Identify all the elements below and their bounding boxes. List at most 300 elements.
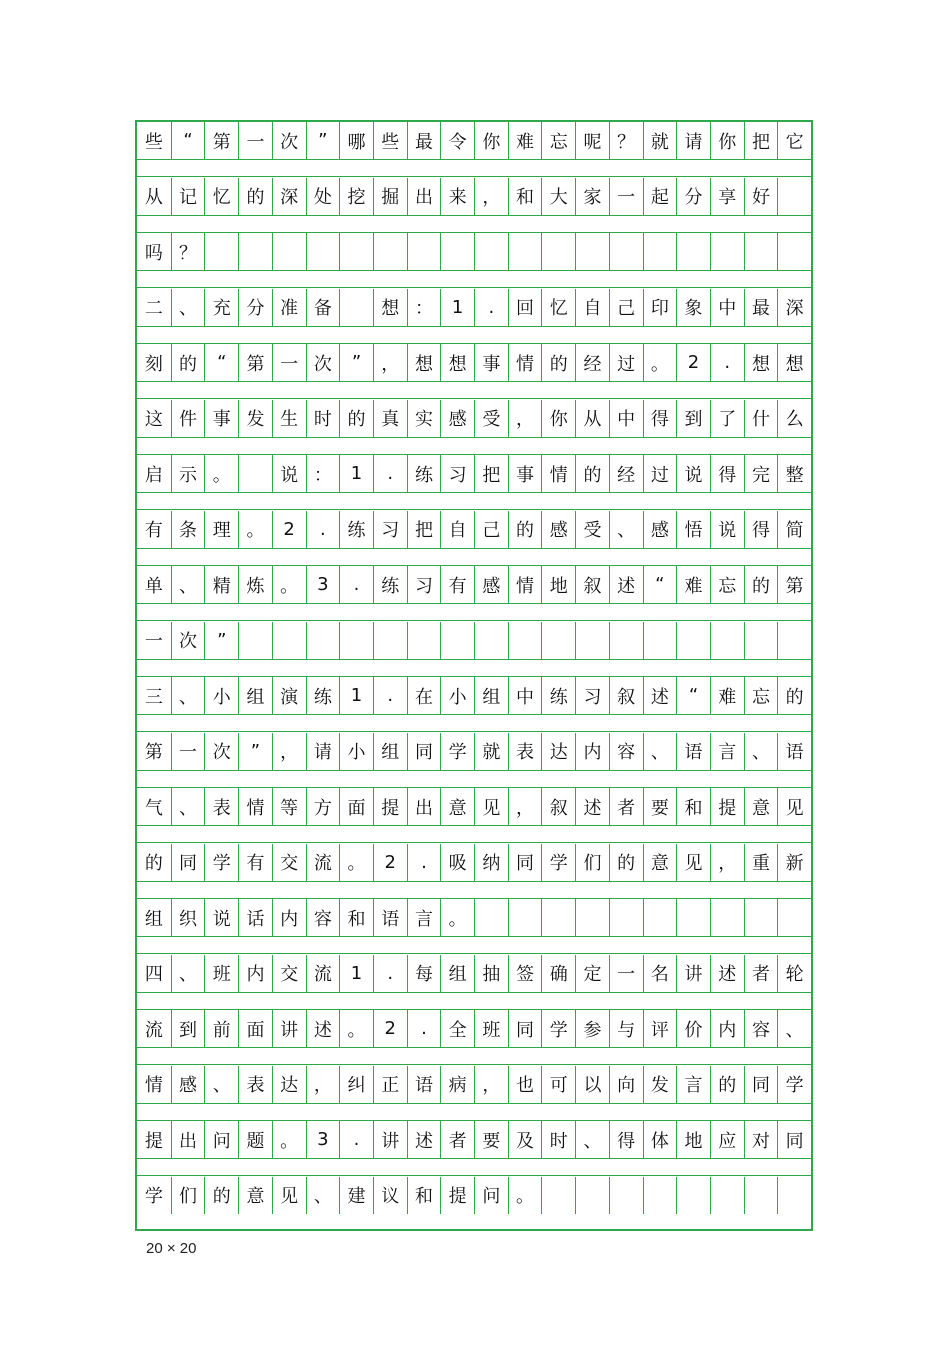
grid-cell: 经 (609, 455, 643, 492)
grid-cell: 提 (710, 788, 744, 825)
grid-cell: 感 (440, 400, 474, 437)
grid-cell (339, 622, 373, 659)
grid-cell: 次 (272, 122, 306, 159)
grid-cell: 交 (272, 844, 306, 881)
grid-cell: 班 (204, 955, 238, 992)
grid-cell: 见 (474, 788, 508, 825)
grid-cell: 一 (171, 733, 205, 770)
grid-cell: 想 (744, 344, 778, 381)
grid-cell (541, 899, 575, 936)
grid-cell: 挖 (339, 178, 373, 215)
grid-cell (407, 622, 441, 659)
grid-cell: 问 (204, 1121, 238, 1158)
grid-cell: 们 (171, 1177, 205, 1214)
grid-cell: 气 (144, 797, 163, 819)
grid-cell: ， (272, 733, 306, 770)
grid-cell: 流 (144, 1019, 163, 1041)
grid-cell: 练 (373, 566, 407, 603)
grid-cell: 、 (777, 1010, 811, 1047)
grid-cell (541, 1177, 575, 1214)
grid-cell (777, 178, 811, 215)
grid-cell: 回 (508, 289, 542, 326)
grid-cell: . (373, 677, 407, 714)
grid-row (137, 622, 811, 659)
grid-row (137, 1010, 811, 1047)
grid-cell: 中 (508, 677, 542, 714)
grid-row (137, 344, 811, 381)
grid-cell: 、 (171, 566, 205, 603)
grid-cell (744, 622, 778, 659)
grid-cell: 、 (171, 289, 205, 326)
grid-cell: 同 (508, 844, 542, 881)
grid-cell: 四 (144, 964, 163, 985)
grid-cell: 语 (676, 733, 710, 770)
grid-cell (575, 899, 609, 936)
grid-cell: 次 (306, 344, 340, 381)
grid-cell: 同 (744, 1066, 778, 1103)
grid-cell: 要 (474, 1121, 508, 1158)
grid-cell: “ (643, 566, 677, 603)
grid-cell: 言 (676, 1066, 710, 1103)
grid-cell: 出 (171, 1121, 205, 1158)
grid-cell: 参 (575, 1010, 609, 1047)
grid-cell (744, 1177, 778, 1214)
row-spacer (137, 548, 811, 566)
grid-cell (440, 622, 474, 659)
grid-row (137, 455, 811, 492)
grid-cell: 家 (575, 178, 609, 215)
grid-cell: 地 (676, 1121, 710, 1158)
grid-cell: 述 (609, 566, 643, 603)
grid-cell: ， (508, 400, 542, 437)
grid-cell: 重 (744, 844, 778, 881)
grid-cell: 流 (306, 955, 340, 992)
grid-cell: 表 (238, 1066, 272, 1103)
grid-cell: 些 (373, 122, 407, 159)
grid-cell: . (339, 566, 373, 603)
grid-cell: 大 (541, 178, 575, 215)
grid-cell: 你 (474, 122, 508, 159)
grid-cell: 组 (144, 908, 163, 930)
grid-cell (710, 1177, 744, 1214)
grid-row (137, 178, 811, 215)
grid-cell: 么 (777, 400, 811, 437)
grid-cell: 签 (508, 955, 542, 992)
grid-cell: 2 (373, 844, 407, 881)
grid-cell: 次 (204, 733, 238, 770)
grid-cell: 语 (777, 733, 811, 770)
grid-cell: 难 (710, 677, 744, 714)
grid-cell (710, 622, 744, 659)
grid-cell: ， (508, 788, 542, 825)
grid-cell: . (339, 1121, 373, 1158)
grid-cell (777, 899, 811, 936)
grid-cell (508, 622, 542, 659)
grid-cell: 发 (643, 1066, 677, 1103)
grid-row (137, 400, 811, 437)
grid-cell: 了 (710, 400, 744, 437)
grid-cell: 出 (407, 788, 441, 825)
grid-cell: 吗 (144, 242, 163, 264)
grid-cell: 同 (508, 1010, 542, 1047)
grid-cell: 学 (204, 844, 238, 881)
grid-cell (474, 233, 508, 270)
grid-cell (643, 899, 677, 936)
grid-cell: 充 (204, 289, 238, 326)
grid-cell: 见 (676, 844, 710, 881)
grid-cell: 1 (339, 455, 373, 492)
grid-cell: ” (339, 344, 373, 381)
grid-cell: 向 (609, 1066, 643, 1103)
grid-cell: 炼 (238, 566, 272, 603)
grid-cell: 问 (474, 1177, 508, 1214)
grid-cell: 请 (676, 122, 710, 159)
grid-cell: 话 (238, 899, 272, 936)
grid-cell: 。 (643, 344, 677, 381)
grid-cell: 学 (541, 844, 575, 881)
grid-cell: 发 (238, 400, 272, 437)
grid-cell: ， (710, 844, 744, 881)
grid-cell: 的 (508, 511, 542, 548)
grid-cell: 抽 (474, 955, 508, 992)
grid-cell: 的 (171, 344, 205, 381)
grid-cell: 以 (575, 1066, 609, 1103)
grid-cell: 的 (609, 844, 643, 881)
grid-cell: 叙 (609, 677, 643, 714)
grid-cell: 定 (575, 955, 609, 992)
grid-cell: 这 (144, 409, 163, 430)
grid-cell: 理 (204, 511, 238, 548)
grid-cell: 应 (710, 1121, 744, 1158)
grid-cell: 条 (171, 511, 205, 548)
grid-cell: 中 (710, 289, 744, 326)
grid-cell: 、 (306, 1177, 340, 1214)
grid-cell: 演 (272, 677, 306, 714)
grid-cell (676, 622, 710, 659)
row-spacer (137, 659, 811, 677)
row-spacer (137, 326, 811, 344)
grid-cell: 把 (407, 511, 441, 548)
grid-cell: 学 (777, 1066, 811, 1103)
row-spacer (137, 603, 811, 621)
grid-cell (238, 233, 272, 270)
grid-cell: 到 (171, 1010, 205, 1047)
grid-cell: 己 (474, 511, 508, 548)
grid-cell: 过 (643, 455, 677, 492)
grid-cell: 达 (541, 733, 575, 770)
grid-cell: 组 (238, 677, 272, 714)
grid-cell: 真 (373, 400, 407, 437)
grid-cell: 想 (373, 289, 407, 326)
grid-cell: 讲 (676, 955, 710, 992)
grid-cell: 言 (710, 733, 744, 770)
grid-cell: 和 (508, 178, 542, 215)
grid-cell: 容 (306, 899, 340, 936)
row-spacer (137, 437, 811, 455)
grid-cell: 难 (508, 122, 542, 159)
grid-cell: 织 (171, 899, 205, 936)
grid-cell: 3 (306, 1121, 340, 1158)
grid-cell: 习 (373, 511, 407, 548)
grid-cell: 题 (238, 1121, 272, 1158)
grid-cell: 小 (204, 677, 238, 714)
grid-cell (777, 622, 811, 659)
grid-cell: 一 (609, 955, 643, 992)
grid-cell: 感 (541, 511, 575, 548)
grid-cell: . (306, 511, 340, 548)
grid-cell: 起 (643, 178, 677, 215)
grid-cell: 容 (744, 1010, 778, 1047)
grid-cell (609, 622, 643, 659)
grid-cell (777, 1177, 811, 1214)
grid-cell: 语 (373, 899, 407, 936)
grid-cell: 也 (508, 1066, 542, 1103)
grid-cell: 2 (272, 511, 306, 548)
grid-cell: 习 (575, 677, 609, 714)
grid-cell: 生 (272, 400, 306, 437)
grid-cell: 、 (204, 1066, 238, 1103)
grid-cell: 情 (238, 788, 272, 825)
grid-cell (339, 289, 373, 326)
grid-cell: 讲 (373, 1121, 407, 1158)
grid-cell (609, 233, 643, 270)
grid-cell: 说 (204, 899, 238, 936)
grid-cell: 次 (171, 622, 205, 659)
grid-cell: 。 (204, 455, 238, 492)
grid-cell: . (710, 344, 744, 381)
grid-cell: 你 (710, 122, 744, 159)
grid-cell (744, 899, 778, 936)
grid-cell: 一 (144, 631, 163, 652)
grid-cell: 意 (643, 844, 677, 881)
grid-cell (643, 233, 677, 270)
grid-row (137, 844, 811, 881)
grid-row (137, 788, 811, 825)
grid-cell (643, 622, 677, 659)
grid-cell: 、 (643, 733, 677, 770)
grid-cell: 一 (272, 344, 306, 381)
grid-cell: 处 (306, 178, 340, 215)
grid-cell: 说 (710, 511, 744, 548)
grid-cell: 第 (204, 122, 238, 159)
grid-cell: 事 (204, 400, 238, 437)
grid-cell: 面 (339, 788, 373, 825)
grid-cell (339, 233, 373, 270)
grid-cell (373, 622, 407, 659)
grid-cell: 刻 (144, 353, 163, 375)
grid-cell: 说 (272, 455, 306, 492)
grid-cell: 出 (407, 178, 441, 215)
grid-cell: 价 (676, 1010, 710, 1047)
grid-cell (238, 455, 272, 492)
grid-cell (306, 233, 340, 270)
grid-cell: 提 (440, 1177, 474, 1214)
grid-row (137, 1121, 811, 1158)
grid-cell: 体 (643, 1121, 677, 1158)
grid-cell: . (373, 955, 407, 992)
grid-cell: 习 (407, 566, 441, 603)
grid-cell (609, 1177, 643, 1214)
grid-cell: 些 (144, 131, 163, 153)
grid-cell: 述 (407, 1121, 441, 1158)
composition-grid-paper (135, 120, 813, 1231)
grid-cell: 学 (144, 1186, 163, 1207)
grid-cell: 精 (204, 566, 238, 603)
grid-cell: 小 (440, 677, 474, 714)
grid-cell: 和 (339, 899, 373, 936)
grid-cell: 等 (272, 788, 306, 825)
grid-cell: 己 (609, 289, 643, 326)
grid-cell: 2 (373, 1010, 407, 1047)
grid-cell (541, 622, 575, 659)
grid-cell: 准 (272, 289, 306, 326)
grid-cell (541, 233, 575, 270)
grid-size-label: 20 × 20 (146, 1240, 197, 1257)
grid-cell: 述 (643, 677, 677, 714)
grid-cell: 同 (171, 844, 205, 881)
grid-cell: 一 (609, 178, 643, 215)
row-spacer (137, 159, 811, 177)
grid-cell: 备 (306, 289, 340, 326)
grid-cell: 3 (306, 566, 340, 603)
grid-cell: 简 (777, 511, 811, 548)
grid-cell: 方 (306, 788, 340, 825)
grid-cell: 练 (407, 455, 441, 492)
grid-cell: 与 (609, 1010, 643, 1047)
grid-cell: 。 (339, 844, 373, 881)
grid-cell (474, 622, 508, 659)
grid-cell: 、 (171, 677, 205, 714)
grid-cell: “ (204, 344, 238, 381)
grid-cell: 忆 (204, 178, 238, 215)
grid-cell: 每 (407, 955, 441, 992)
grid-cell: 议 (373, 1177, 407, 1214)
grid-cell: 从 (575, 400, 609, 437)
row-spacer (137, 936, 811, 954)
grid-cell: 难 (676, 566, 710, 603)
grid-cell: 第 (777, 566, 811, 603)
grid-cell: 到 (676, 400, 710, 437)
grid-cell (777, 233, 811, 270)
grid-cell: 受 (474, 400, 508, 437)
grid-cell: 。 (339, 1010, 373, 1047)
grid-row (137, 511, 811, 548)
grid-cell: 地 (541, 566, 575, 603)
grid-row (137, 677, 811, 714)
grid-cell: 的 (575, 455, 609, 492)
grid-cell: 忆 (541, 289, 575, 326)
grid-cell: 组 (474, 677, 508, 714)
grid-cell: 正 (373, 1066, 407, 1103)
grid-cell: 病 (440, 1066, 474, 1103)
grid-cell: 示 (171, 455, 205, 492)
grid-cell: 深 (272, 178, 306, 215)
grid-cell: 意 (440, 788, 474, 825)
grid-cell: 们 (575, 844, 609, 881)
grid-cell: 纠 (339, 1066, 373, 1103)
grid-cell: 象 (676, 289, 710, 326)
grid-cell: 有 (238, 844, 272, 881)
grid-cell: 述 (575, 788, 609, 825)
grid-cell: 容 (609, 733, 643, 770)
grid-cell: 述 (306, 1010, 340, 1047)
grid-cell: 时 (541, 1121, 575, 1158)
grid-cell (710, 233, 744, 270)
grid-cell: 分 (676, 178, 710, 215)
grid-cell: “ (676, 677, 710, 714)
grid-cell: 新 (777, 844, 811, 881)
grid-cell: 同 (407, 733, 441, 770)
grid-cell: 者 (609, 788, 643, 825)
grid-cell: 小 (339, 733, 373, 770)
grid-cell: ， (373, 344, 407, 381)
grid-cell: 深 (777, 289, 811, 326)
grid-cell: 最 (407, 122, 441, 159)
grid-cell (609, 899, 643, 936)
grid-cell: 的 (339, 400, 373, 437)
grid-cell: 、 (171, 955, 205, 992)
grid-cell: 内 (238, 955, 272, 992)
grid-cell: 组 (440, 955, 474, 992)
grid-cell: 吸 (440, 844, 474, 881)
grid-cell: 、 (609, 511, 643, 548)
row-spacer (137, 881, 811, 899)
grid-cell: 练 (541, 677, 575, 714)
grid-cell: 交 (272, 955, 306, 992)
grid-cell: 学 (541, 1010, 575, 1047)
grid-cell (643, 1177, 677, 1214)
grid-cell: 整 (777, 455, 811, 492)
grid-cell: 印 (643, 289, 677, 326)
grid-cell: 、 (171, 788, 205, 825)
grid-cell: 经 (575, 344, 609, 381)
grid-cell: 练 (339, 511, 373, 548)
grid-cell: 2 (676, 344, 710, 381)
grid-cell: 得 (609, 1121, 643, 1158)
grid-cell: 。 (238, 511, 272, 548)
grid-cell: 中 (609, 400, 643, 437)
grid-cell (744, 233, 778, 270)
grid-cell: 有 (144, 520, 163, 541)
grid-cell: 把 (744, 122, 778, 159)
grid-row (137, 122, 811, 159)
grid-cell: 哪 (339, 122, 373, 159)
grid-cell: 来 (440, 178, 474, 215)
grid-cell: . (373, 455, 407, 492)
grid-cell: 。 (508, 1177, 542, 1214)
grid-cell: ” (238, 733, 272, 770)
grid-cell: 忘 (541, 122, 575, 159)
grid-cell: 呢 (575, 122, 609, 159)
grid-cell: 提 (144, 1130, 163, 1152)
grid-cell (508, 233, 542, 270)
grid-cell: 三 (144, 686, 163, 708)
grid-cell: 过 (609, 344, 643, 381)
grid-cell: 最 (744, 289, 778, 326)
grid-cell (238, 622, 272, 659)
grid-cell: 的 (541, 344, 575, 381)
grid-cell: 件 (171, 400, 205, 437)
grid-cell: 分 (238, 289, 272, 326)
grid-cell: 的 (238, 178, 272, 215)
grid-row (137, 1177, 811, 1214)
grid-cell (575, 233, 609, 270)
row-spacer (137, 270, 811, 288)
grid-cell: 情 (508, 344, 542, 381)
grid-row (137, 899, 811, 936)
grid-cell: 忘 (744, 677, 778, 714)
grid-cell: 好 (744, 178, 778, 215)
